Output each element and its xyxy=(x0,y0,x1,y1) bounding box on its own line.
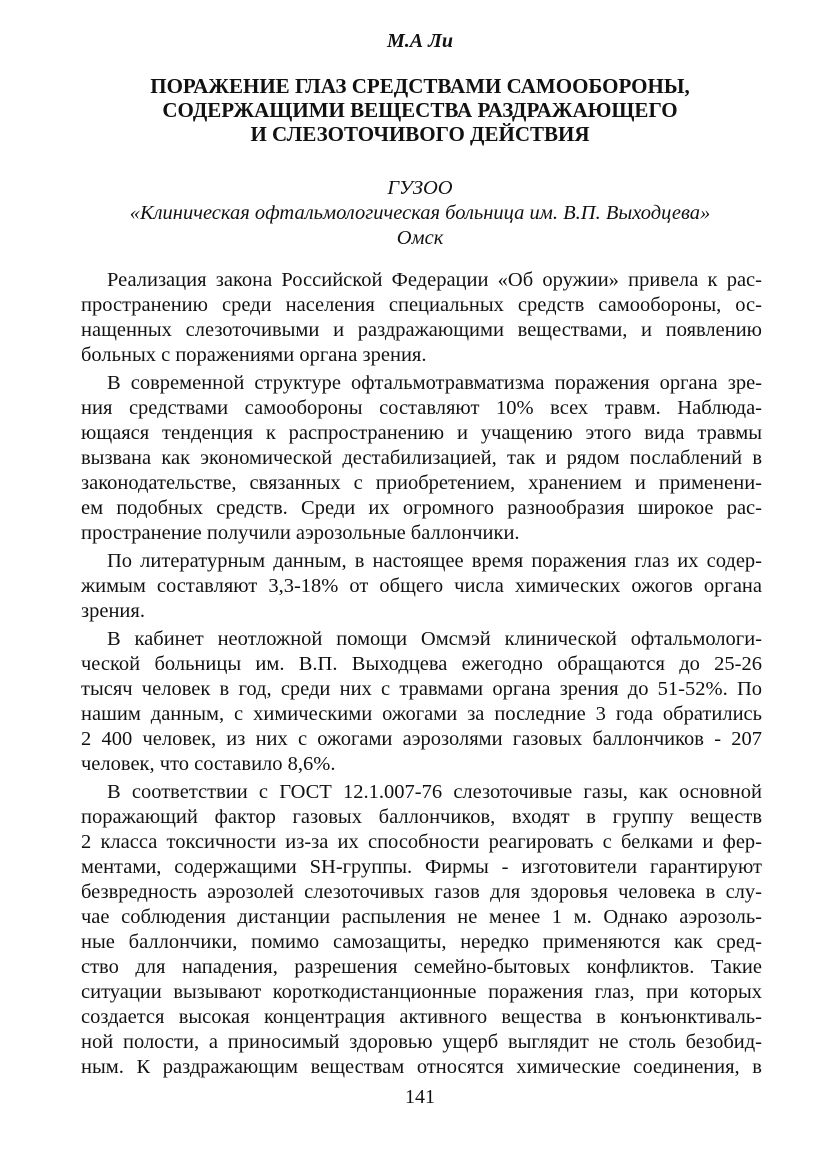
paragraph xyxy=(81,549,762,624)
text-line: ситуации вызывают короткодистанционные поражения глаз, при которых xyxy=(81,981,762,1003)
text-line: пространению среди населения специальных средств самообороны, ос- xyxy=(81,294,762,316)
text-line: тысяч человек в год, среди них с травмами органа зрения до 51-52%. По xyxy=(81,678,762,700)
affiliation-line: «Клиническая офтальмологическая больница им. В.П. Выходцева» xyxy=(129,202,711,224)
text-line: безвредность аэрозолей слезоточивых газов для здоровья человека в слу- xyxy=(81,881,762,903)
author-header: М.А Ли xyxy=(387,30,453,52)
affiliation-line: Омск xyxy=(396,227,444,249)
paragraph xyxy=(81,780,762,1080)
article-title xyxy=(60,74,780,146)
text-line: Реализация закона Российской Федерации «Об оружии» привела к рас- xyxy=(107,269,762,291)
title-line: ПОРАЖЕНИЕ ГЛАЗ СРЕДСТВАМИ САМООБОРОНЫ, xyxy=(150,74,690,98)
text-line: В современной структуре офтальмотравматизма поражения органа зре- xyxy=(107,372,762,394)
text-line: По литературным данным, в настоящее время поражения глаз их содер- xyxy=(107,550,762,572)
text-line: В соответствии с ГОСТ 12.1.007-76 слезоточивые газы, как основной xyxy=(107,781,762,803)
text-line: ментами, содержащими SH-группы. Фирмы - изготовители гарантируют xyxy=(81,856,762,878)
text-line: 2 400 человек, из них с ожогами аэрозолями газовых баллончиков - 207 xyxy=(81,728,762,750)
text-line: поражающий фактор газовых баллончиков, входят в группу веществ xyxy=(81,806,762,828)
text-line: создается высокая концентрация активного вещества в конъюнктиваль- xyxy=(81,1006,762,1028)
title-line: И СЛЕЗОТОЧИВОГО ДЕЙСТВИЯ xyxy=(250,122,590,146)
text-line: больных с поражениями органа зрения. xyxy=(81,344,427,366)
text-line: ные баллончики, помимо самозащиты, нередко применяются как сред- xyxy=(81,931,762,953)
text-line: вызвана как экономической дестабилизацией, так и рядом послаблений в xyxy=(81,447,762,469)
text-line: ния средствами самообороны составляют 10% всех травм. Наблюда- xyxy=(81,397,762,419)
text-line: ющаяся тенденция к распространению и учащению этого вида травмы xyxy=(81,422,762,444)
text-line: ство для нападения, разрешения семейно-бытовых конфликтов. Такие xyxy=(81,956,762,978)
page-number: 141 xyxy=(405,1086,435,1108)
title-line: СОДЕРЖАЩИМИ ВЕЩЕСТВА РАЗДРАЖАЮЩЕГО xyxy=(162,98,678,122)
affiliation xyxy=(40,176,800,251)
text-line: нащенных слезоточивыми и раздражающими веществами, и появлению xyxy=(81,319,762,341)
paragraph xyxy=(81,371,762,546)
text-line: 2 класса токсичности из-за их способности реагировать с белками и фер- xyxy=(81,831,762,853)
text-line: ной полости, а приносимый здоровью ущерб выглядит не столь безобид- xyxy=(81,1031,762,1053)
text-line: жимым составляют 3,3-18% от общего числа химических ожогов органа xyxy=(81,575,762,597)
text-line: ем подобных средств. Среди их огромного разнообразия широкое рас- xyxy=(81,497,762,519)
article-body xyxy=(81,268,762,1083)
text-line: ным. К раздражающим веществам относятся химические соединения, в xyxy=(81,1056,762,1078)
text-line: В кабинет неотложной помощи Омсмэй клинической офтальмологи- xyxy=(107,628,762,650)
text-line: чае соблюдения дистанции распыления не менее 1 м. Однако аэрозоль- xyxy=(81,906,762,928)
text-line: человек, что составило 8,6%. xyxy=(81,753,336,775)
text-line: нашим данным, с химическими ожогами за последние 3 года обратились xyxy=(81,703,762,725)
text-line: зрения. xyxy=(81,600,145,622)
text-line: ческой больницы им. В.П. Выходцева ежегодно обращаются до 25-26 xyxy=(81,653,762,675)
affiliation-line: ГУЗОО xyxy=(387,177,453,199)
paragraph xyxy=(81,627,762,777)
text-line: законодательстве, связанных с приобретением, хранением и применени- xyxy=(81,472,762,494)
paragraph xyxy=(81,268,762,368)
text-line: пространение получили аэрозольные баллончики. xyxy=(81,522,520,544)
